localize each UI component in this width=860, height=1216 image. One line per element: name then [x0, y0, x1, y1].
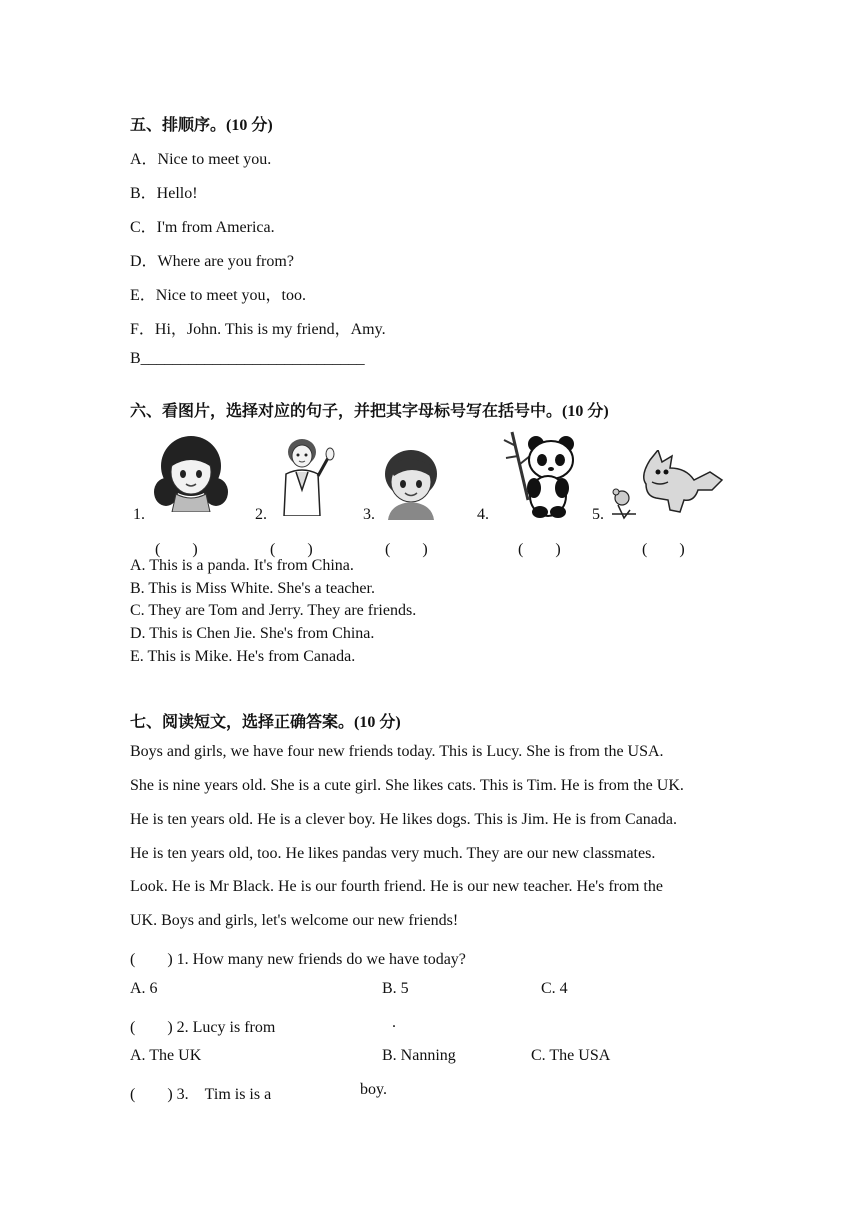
- section6-option-e: E. This is Mike. He's from Canada.: [130, 648, 356, 665]
- section5-item-a: A．Nice to meet you.: [130, 151, 272, 168]
- section7-heading: 七、阅读短文，选择正确答案。(10 分): [130, 714, 401, 731]
- question-1-option-b[interactable]: B. 5: [382, 980, 409, 997]
- section5-answer-line[interactable]: B____________________________: [130, 350, 365, 367]
- picture-number-5: 5.: [592, 506, 604, 523]
- question-2-option-c[interactable]: C. The USA: [531, 1047, 611, 1064]
- boy-icon: [382, 446, 440, 520]
- section6-heading: 六、看图片，选择对应的句子，并把其字母标号写在括号中。(10 分): [130, 403, 609, 420]
- picture-number-1: 1.: [133, 506, 145, 523]
- question-3-stem: ( ) 3. Tim is is a: [130, 1086, 272, 1103]
- bracket-5[interactable]: ( ): [642, 541, 685, 558]
- question-1-option-c[interactable]: C. 4: [541, 980, 568, 997]
- teacher-icon: [274, 436, 338, 516]
- section6-option-d: D. This is Chen Jie. She's from China.: [130, 625, 375, 642]
- passage-line-6: UK. Boys and girls, let's welcome our new friends!: [130, 912, 459, 929]
- panda-icon: [498, 430, 578, 518]
- bracket-2[interactable]: ( ): [270, 541, 313, 558]
- passage-line-1: Boys and girls, we have four new friends today. This is Lucy. She is from the USA.: [130, 743, 664, 760]
- section5-item-c: C．I'm from America.: [130, 219, 275, 236]
- girl-icon: [152, 432, 230, 512]
- section6-option-a: A. This is a panda. It's from China.: [130, 557, 354, 574]
- picture-number-4: 4.: [477, 506, 489, 523]
- passage-line-2: She is nine years old. She is a cute girl. She likes cats. This is Tim. He is from the UK.: [130, 777, 684, 794]
- tom-and-jerry-icon: [610, 450, 728, 520]
- question-2-option-b[interactable]: B. Nanning: [382, 1047, 456, 1064]
- section5-heading: 五、排顺序。(10 分): [130, 117, 273, 134]
- passage-line-3: He is ten years old. He is a clever boy. He likes dogs. This is Jim. He is from Canada.: [130, 811, 677, 828]
- question-1-stem: ( ) 1. How many new friends do we have today?: [130, 951, 466, 968]
- bracket-1[interactable]: ( ): [155, 541, 198, 558]
- section6-option-b: B. This is Miss White. She's a teacher.: [130, 580, 375, 597]
- passage-line-5: Look. He is Mr Black. He is our fourth friend. He is our new teacher. He's from the: [130, 878, 663, 895]
- question-2-stem-end: .: [392, 1014, 396, 1031]
- question-1-option-a[interactable]: A. 6: [130, 980, 158, 997]
- question-3-stem-end: boy.: [360, 1081, 387, 1098]
- section6-option-c: C. They are Tom and Jerry. They are friends.: [130, 602, 417, 619]
- picture-number-3: 3.: [363, 506, 375, 523]
- question-2-stem: ( ) 2. Lucy is from: [130, 1019, 276, 1036]
- section5-item-e: E．Nice to meet you，too.: [130, 287, 306, 304]
- section5-item-f: F．Hi，John. This is my friend，Amy.: [130, 321, 386, 338]
- passage-line-4: He is ten years old, too. He likes pandas very much. They are our new classmates.: [130, 845, 656, 862]
- bracket-4[interactable]: ( ): [518, 541, 561, 558]
- bracket-3[interactable]: ( ): [385, 541, 428, 558]
- question-2-option-a[interactable]: A. The UK: [130, 1047, 202, 1064]
- section5-item-d: D．Where are you from?: [130, 253, 294, 270]
- picture-number-2: 2.: [255, 506, 267, 523]
- section5-item-b: B．Hello!: [130, 185, 198, 202]
